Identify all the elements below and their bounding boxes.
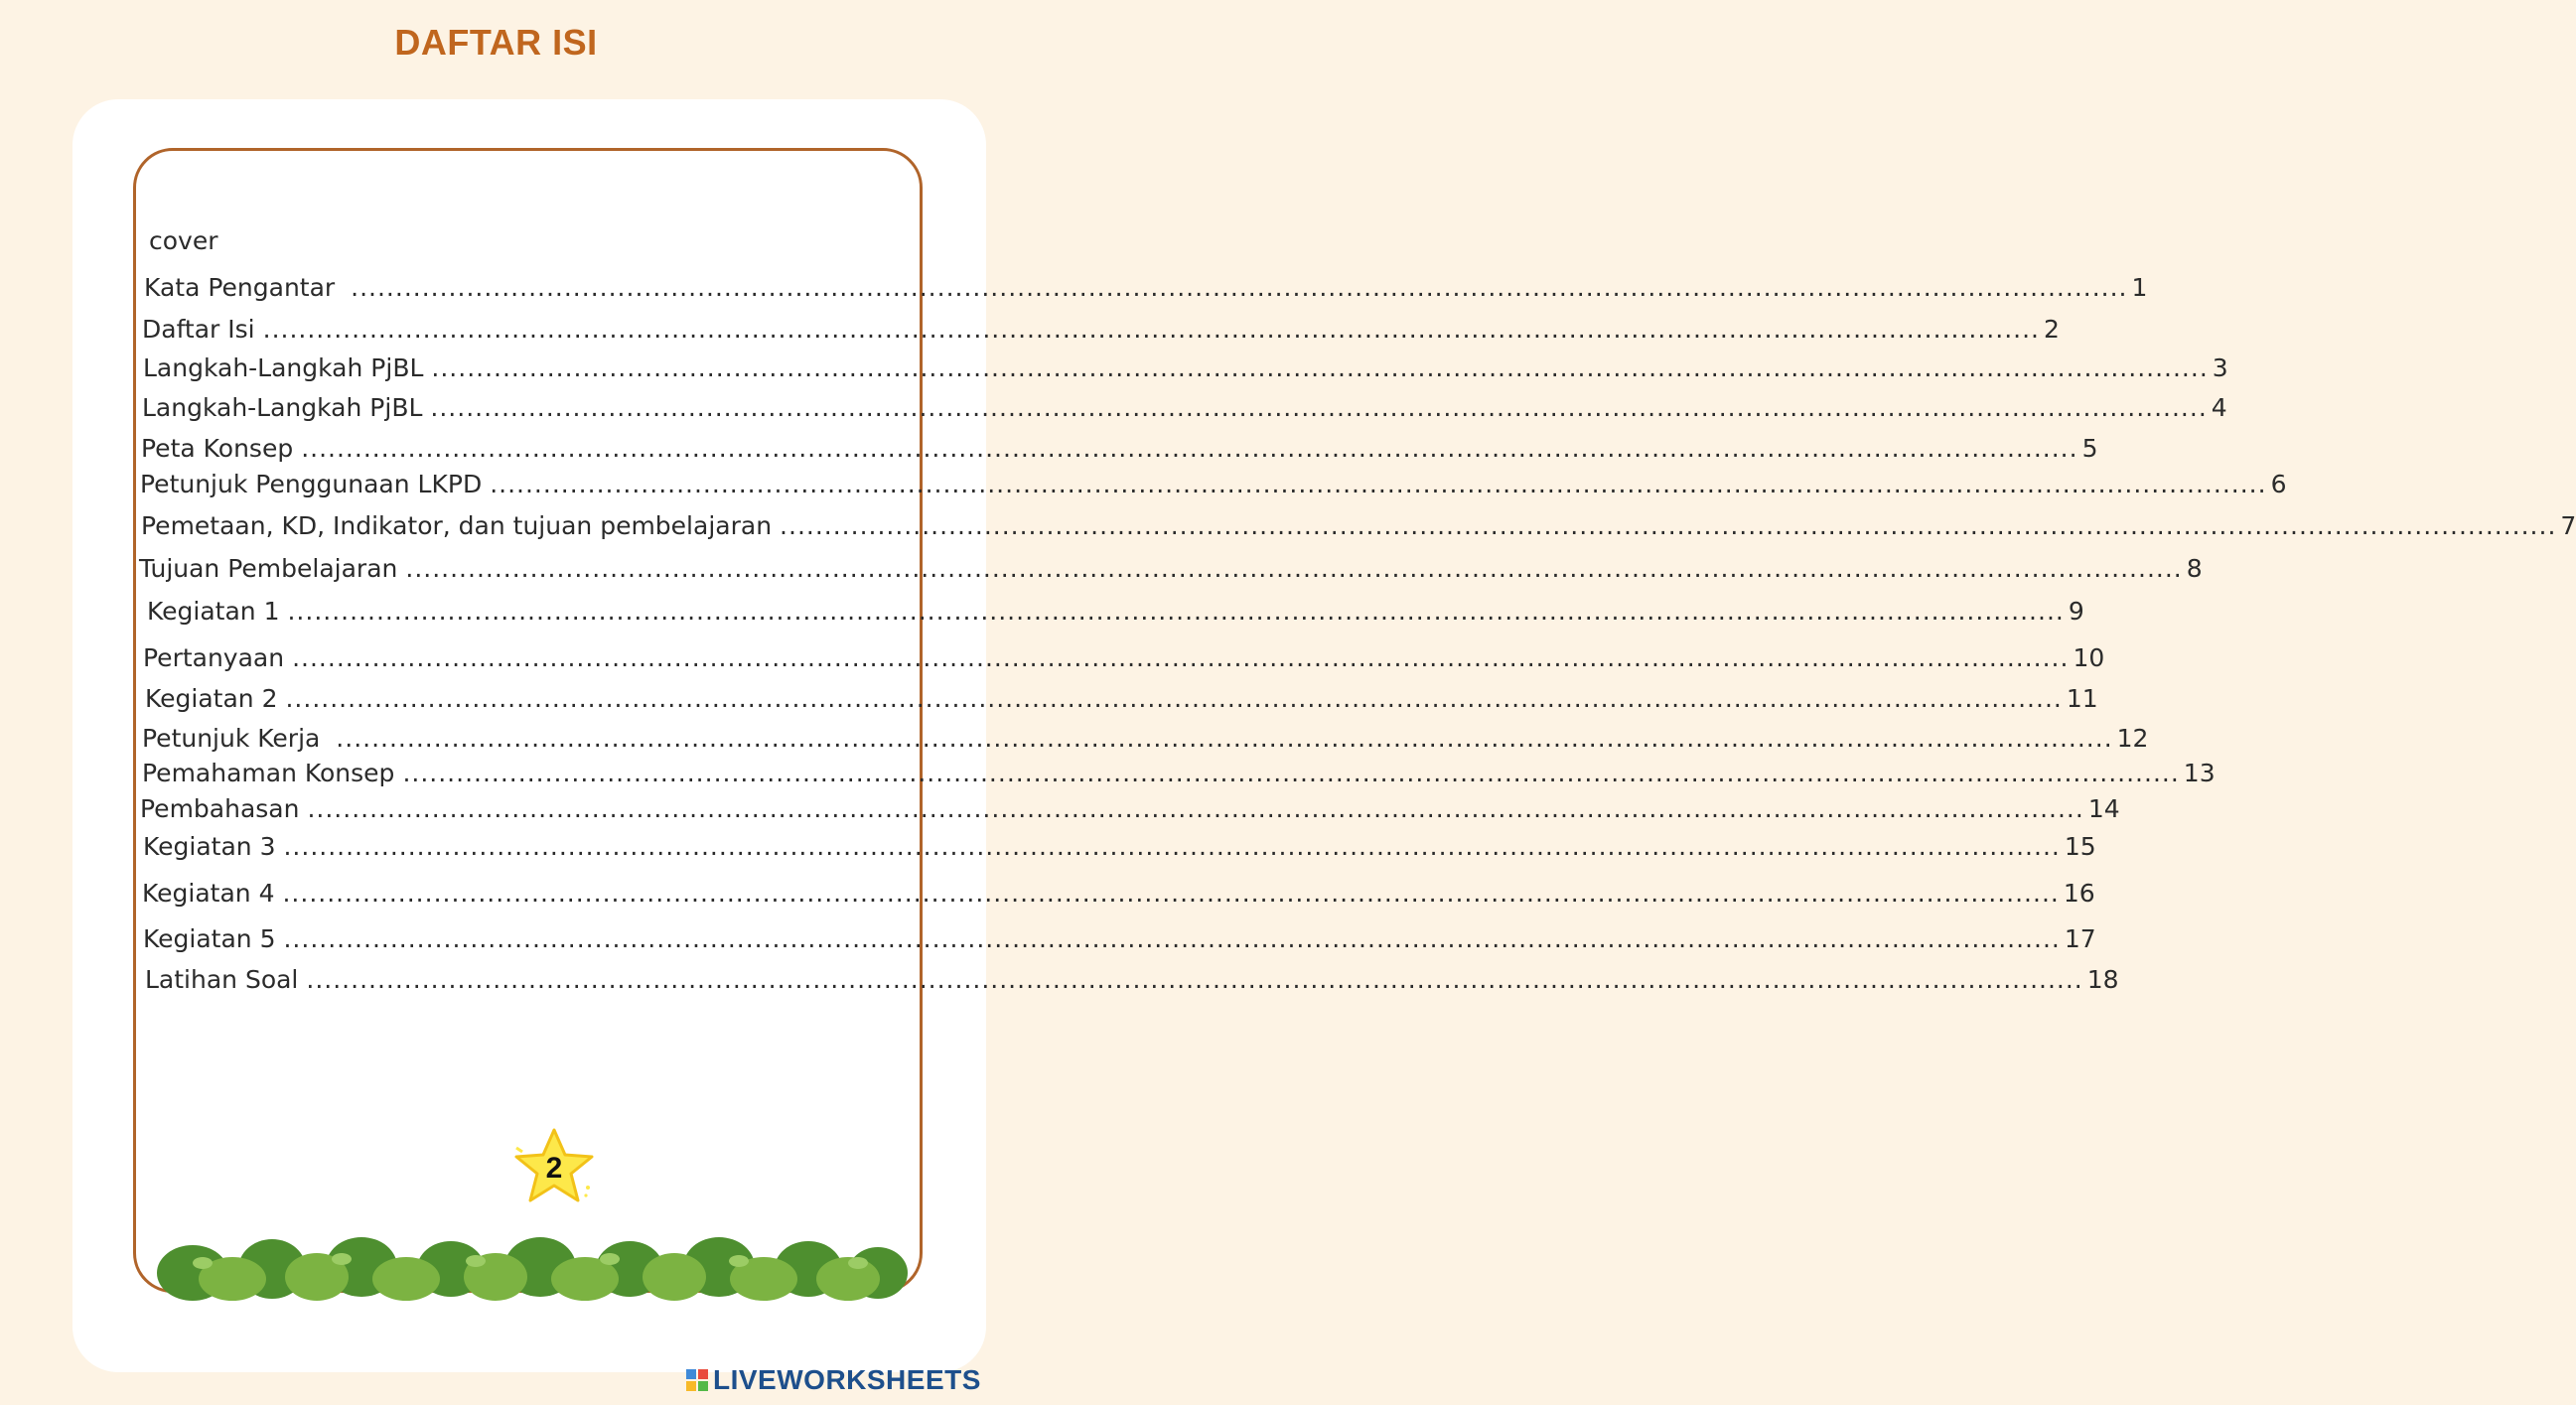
toc-leader-dots: ........................................................................................................................................................................................................ — [287, 597, 2065, 626]
toc-item-page: 7 — [2560, 511, 2576, 540]
toc-item-label: Pemahaman Konsep — [142, 759, 395, 787]
toc-leader-dots: ........................................................................................................................................................................................................ — [430, 393, 2208, 422]
toc-item — [147, 597, 2084, 627]
bushes-decoration — [133, 1223, 923, 1295]
toc-leader-dots: ........................................................................................................................................................................................................ — [282, 879, 2060, 908]
brand-name: LIVEWORKSHEETS — [713, 1364, 981, 1395]
liveworksheets-logo-icon — [685, 1368, 709, 1392]
toc-item-label: Latihan Soal — [145, 965, 299, 994]
toc-item-label: Daftar Isi — [142, 315, 255, 344]
page-number: 2 — [545, 1152, 563, 1185]
toc-item-label: Kegiatan 1 — [147, 597, 280, 626]
toc-item-page: 9 — [2068, 597, 2084, 626]
toc-item — [140, 470, 2287, 499]
toc-item-label: Langkah-Langkah PjBL — [142, 393, 423, 422]
toc-leader-dots: ........................................................................................................................................................................................................ — [490, 470, 2267, 498]
toc-item-page: 12 — [2116, 724, 2149, 753]
toc-item — [142, 393, 2227, 423]
toc-leader-dots: ........................................................................................................................................................................................................ — [306, 965, 2083, 994]
toc-item-label: Pemetaan, KD, Indikator, dan tujuan pembelajaran — [141, 511, 773, 540]
toc-item-page: 5 — [2081, 434, 2098, 463]
toc-item-page: 14 — [2087, 794, 2120, 823]
toc-leader-dots: ........................................................................................................................................................................................................ — [351, 273, 2128, 302]
toc-item-label: Pertanyaan — [143, 643, 285, 672]
toc-item-page: 18 — [2086, 965, 2119, 994]
toc-item-page: 11 — [2066, 684, 2098, 713]
toc-leader-dots: ........................................................................................................................................................................................................ — [285, 684, 2063, 713]
toc-leader-dots: ........................................................................................................................................................................................................ — [292, 643, 2070, 672]
toc-item — [141, 511, 2576, 541]
toc-item-label: Petunjuk Kerja — [142, 724, 329, 753]
toc-item — [142, 315, 2060, 345]
toc-leader-dots: ........................................................................................................................................................................................................ — [283, 924, 2061, 953]
toc-leader-dots: ........................................................................................................................................................................................................ — [405, 554, 2183, 583]
toc-leader-dots: ........................................................................................................................................................................................................ — [336, 724, 2113, 753]
toc-leader-dots: ........................................................................................................................................................................................................ — [431, 353, 2209, 382]
toc-item — [140, 794, 2120, 824]
toc-item-page: 8 — [2186, 554, 2203, 583]
toc-item — [142, 724, 2149, 754]
toc-item-page: 13 — [2183, 759, 2216, 787]
toc-item-page: 3 — [2212, 353, 2228, 382]
toc-item-page: 17 — [2064, 924, 2096, 953]
toc-item-page: 6 — [2270, 470, 2287, 498]
toc-item-label: Langkah-Langkah PjBL — [143, 353, 424, 382]
toc-item — [142, 759, 2216, 788]
toc-item-label: Kegiatan 3 — [143, 832, 276, 861]
toc-item — [142, 879, 2095, 909]
toc-leader-dots: ........................................................................................................................................................................................................ — [307, 794, 2084, 823]
toc-item — [145, 965, 2119, 995]
toc-item — [144, 273, 2148, 303]
toc-leader-dots: ........................................................................................................................................................................................................ — [402, 759, 2180, 787]
page-title: DAFTAR ISI — [394, 22, 598, 63]
toc-item-label: Petunjuk Penggunaan LKPD — [140, 470, 483, 498]
brand-logo[interactable] — [685, 1362, 981, 1398]
toc-item-page: 16 — [2063, 879, 2095, 908]
toc-leader-dots: ........................................................................................................................................................................................................ — [283, 832, 2061, 861]
toc-item — [143, 924, 2096, 954]
toc-leader-dots: ........................................................................................................................................................................................................ — [262, 315, 2040, 344]
toc-item — [141, 434, 2098, 464]
toc-item-label: Kegiatan 2 — [145, 684, 278, 713]
toc-item — [145, 684, 2098, 714]
toc-item-label: Kegiatan 4 — [142, 879, 275, 908]
toc-item-page: 10 — [2073, 643, 2105, 672]
toc-item-label: Peta Konsep — [141, 434, 294, 463]
toc-leader-dots: ........................................................................................................................................................................................................ — [780, 511, 2557, 540]
toc-item — [139, 554, 2203, 584]
toc-item-label: Pembahasan — [140, 794, 300, 823]
toc-item-label: cover — [149, 226, 218, 255]
toc-item — [143, 643, 2105, 673]
toc-item-label: Kegiatan 5 — [143, 924, 276, 953]
toc-item — [143, 353, 2228, 383]
toc-item — [149, 226, 218, 256]
toc-item-page: 2 — [2043, 315, 2060, 344]
toc-item-label: Tujuan Pembelajaran — [139, 554, 398, 583]
toc-item-page: 15 — [2064, 832, 2096, 861]
toc-leader-dots: ........................................................................................................................................................................................................ — [301, 434, 2078, 463]
toc-item-label: Kata Pengantar — [144, 273, 344, 302]
page-number-badge — [512, 1126, 602, 1211]
toc-item-page: 1 — [2131, 273, 2148, 302]
toc-item-page: 4 — [2211, 393, 2227, 422]
toc-item — [143, 832, 2096, 862]
